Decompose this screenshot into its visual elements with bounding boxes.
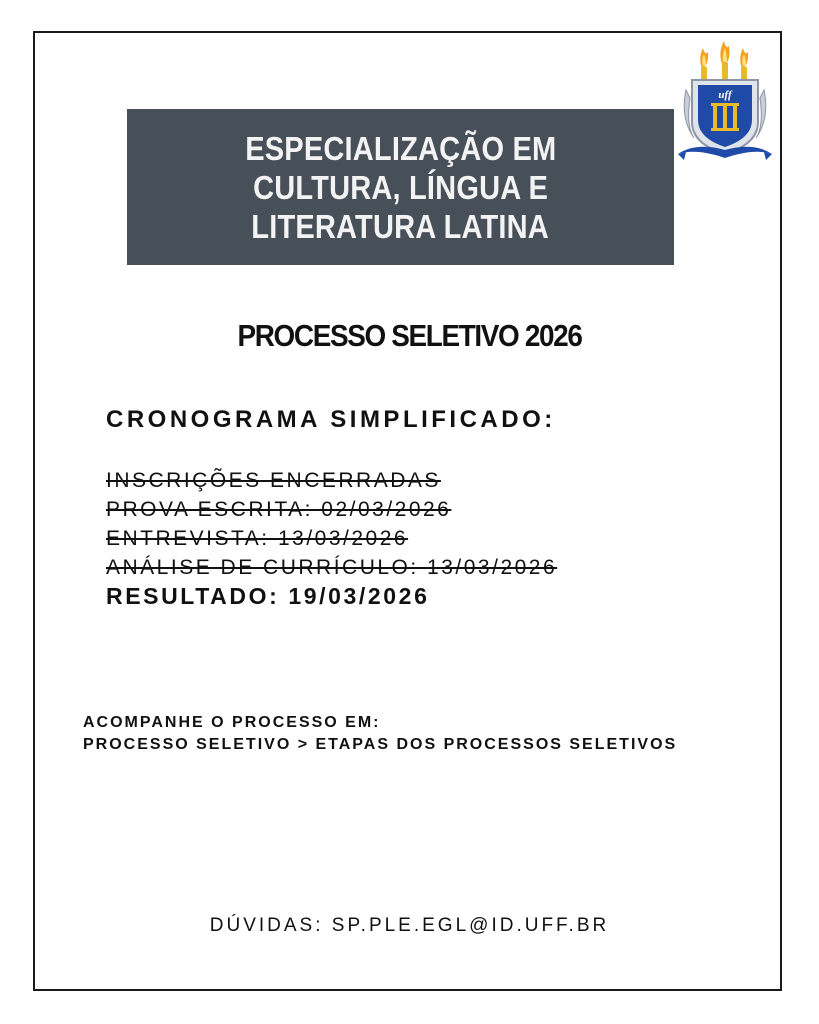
schedule-step-interview: ENTREVISTA: 13/03/2026 — [106, 527, 409, 550]
title-banner — [127, 109, 674, 265]
schedule-step-written-exam: PROVA ESCRITA: 02/03/2026 — [106, 498, 452, 521]
contact-email: DÚVIDAS: SP.PLE.EGL@ID.UFF.BR — [209, 915, 610, 936]
torch-icon — [740, 48, 748, 81]
follow-heading: ACOMPANHE O PROCESSO EM: — [83, 714, 381, 731]
uff-crest-icon — [676, 38, 774, 164]
schedule-step-result: RESULTADO: 19/03/2026 — [106, 583, 430, 609]
banner-line-1: ESPECIALIZAÇÃO EM — [244, 129, 557, 167]
schedule-step-registrations: INSCRIÇÕES ENCERRADAS — [106, 469, 441, 492]
schedule-list — [106, 466, 557, 611]
follow-path: PROCESSO SELETIVO > ETAPAS DOS PROCESSOS SELETIVOS — [83, 736, 678, 753]
svg-text:uff: uff — [718, 89, 732, 101]
torch-icon — [700, 48, 708, 81]
banner-line-2: CULTURA, LÍNGUA E — [253, 168, 548, 206]
schedule-step-cv-analysis: ANÁLISE DE CURRÍCULO: 13/03/2026 — [106, 556, 558, 579]
torch-icon — [720, 41, 729, 79]
schedule-title: CRONOGRAMA SIMPLIFICADO: — [106, 406, 556, 433]
banner-line-3: LITERATURA LATINA — [251, 207, 550, 245]
follow-instructions — [83, 712, 677, 756]
process-title: PROCESSO SELETIVO 2026 — [237, 318, 582, 353]
